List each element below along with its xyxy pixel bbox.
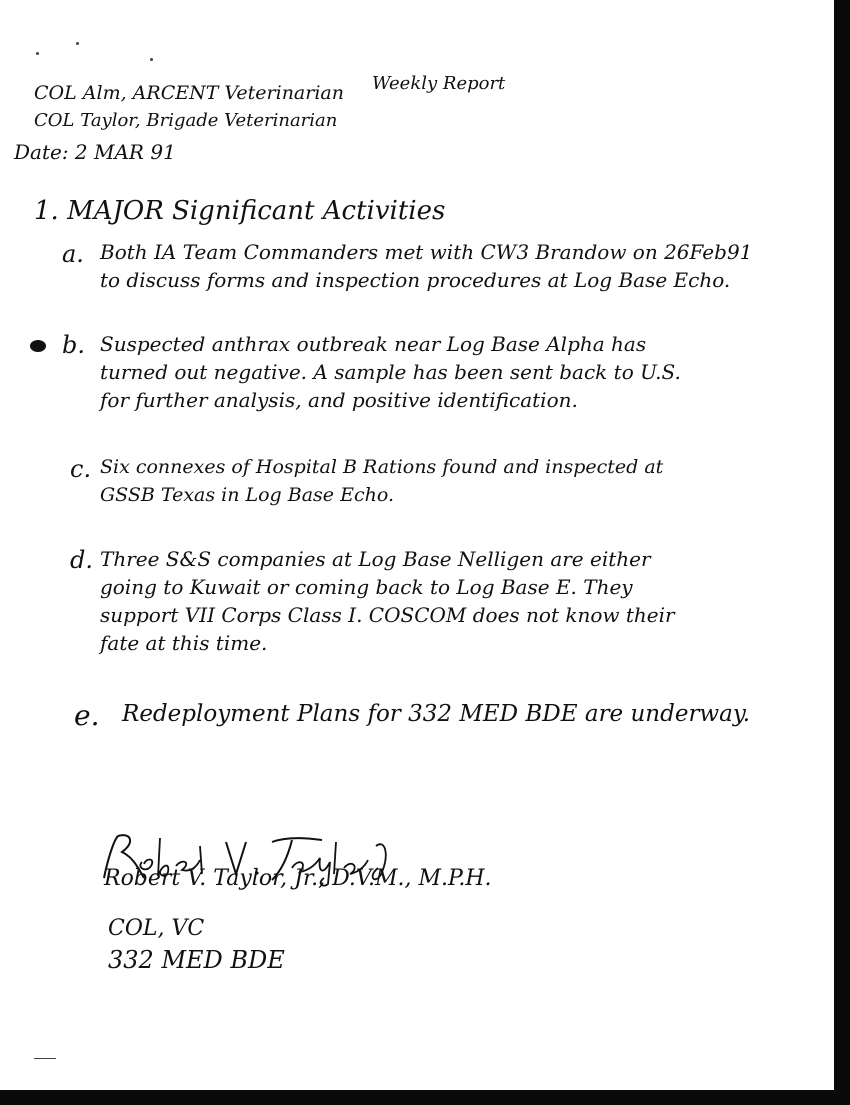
activity-item-text — [100, 238, 752, 294]
memo-to-line: COL Alm, ARCENT Veterinarian — [34, 82, 344, 104]
scan-speck — [36, 52, 39, 55]
memo-from-line: COL Taylor, Brigade Veterinarian — [34, 110, 338, 131]
signature-rank: COL, VC — [108, 916, 205, 941]
signature-name: Robert V. Taylor, Jr., D.V.M., M.P.H. — [104, 866, 492, 891]
activity-line: for further analysis, and positive identification. — [100, 388, 578, 412]
activity-line: going to Kuwait or coming back to Log Base E. They — [100, 575, 633, 599]
scan-speck — [34, 1058, 56, 1059]
ink-dot-marker — [30, 340, 46, 352]
signature-unit: 332 MED BDE — [108, 946, 285, 974]
activity-line: Suspected anthrax outbreak near Log Base Alpha has — [100, 332, 647, 356]
activity-item-label: a. — [62, 240, 84, 268]
scan-speck — [76, 42, 79, 45]
activity-line: fate at this time. — [100, 631, 268, 655]
activity-line: Three S&S companies at Log Base Nelligen are either — [100, 547, 651, 571]
activity-item-text — [100, 545, 675, 657]
activity-item-text — [122, 700, 750, 728]
memo-title: Weekly Report — [372, 73, 506, 94]
activity-item-label: e. — [74, 699, 100, 732]
scan-edge-right — [834, 0, 850, 1105]
activity-line: Redeployment Plans for 332 MED BDE are underway. — [122, 701, 751, 727]
activity-item-label: b. — [62, 331, 85, 359]
scan-speck — [150, 58, 153, 61]
activity-item-text — [100, 453, 663, 509]
activity-line: Six connexes of Hospital B Rations found and inspected at — [100, 456, 664, 478]
activity-item-label: c. — [70, 455, 92, 483]
scan-edge-bottom — [0, 1090, 850, 1105]
activity-item-label: d. — [70, 546, 93, 574]
section-heading: 1. MAJOR Significant Activities — [34, 196, 446, 226]
activity-line: Both IA Team Commanders met with CW3 Brandow on 26Feb91 — [100, 240, 753, 264]
activity-item-text — [100, 330, 681, 414]
activity-line: GSSB Texas in Log Base Echo. — [100, 484, 394, 506]
memo-date: Date: 2 MAR 91 — [14, 140, 176, 164]
activity-line: turned out negative. A sample has been sent back to U.S. — [100, 360, 681, 384]
activity-line: to discuss forms and inspection procedures at Log Base Echo. — [100, 268, 731, 292]
activity-line: support VII Corps Class I. COSCOM does not know their — [100, 603, 675, 627]
